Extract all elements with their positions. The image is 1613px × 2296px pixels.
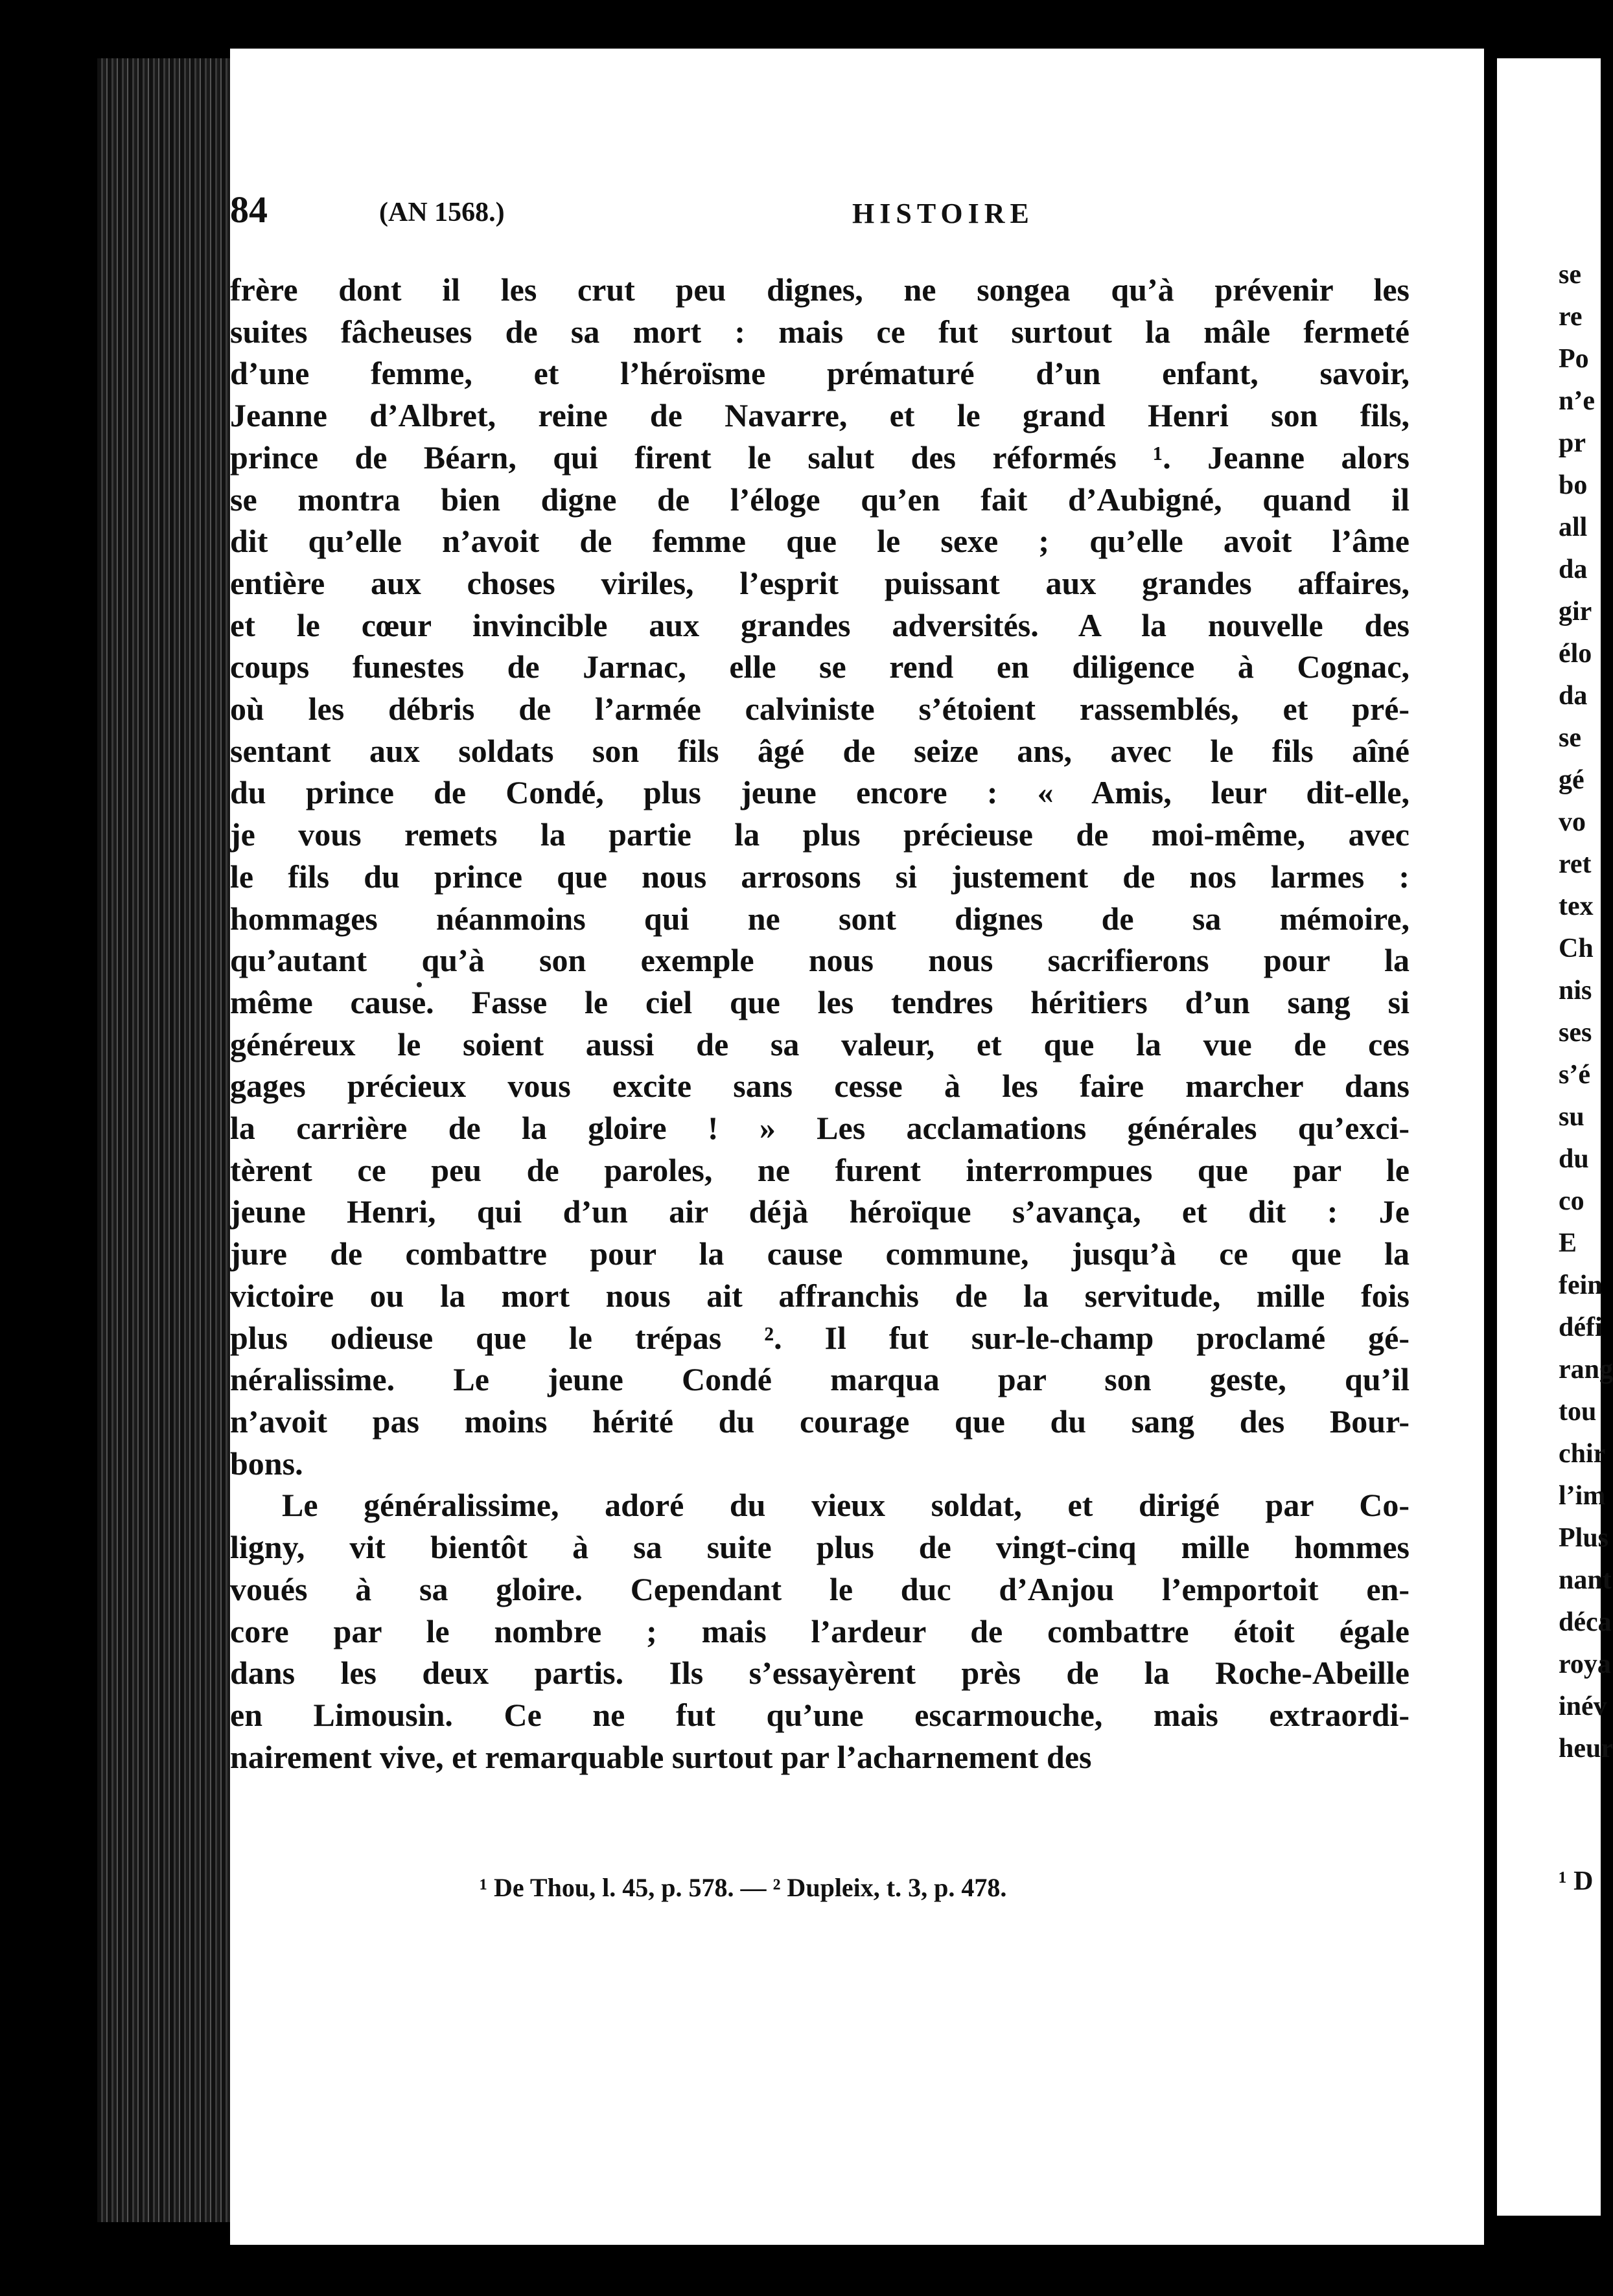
adjacent-page-text: all xyxy=(1559,512,1588,542)
adjacent-page-text: se xyxy=(1559,723,1581,753)
adjacent-page-text: n’e xyxy=(1559,386,1595,416)
text-line: même cause. Fasse le ciel que les tendres héritiers d’un sang si xyxy=(230,983,1410,1020)
adjacent-page-text: défi xyxy=(1559,1313,1603,1342)
text-line: généreux le soient aussi de sa valeur, et que la vue de ces xyxy=(230,1026,1410,1062)
text-line: victoire ou la mort nous ait affranchis de la servitude, mille fois xyxy=(230,1277,1410,1314)
book-spine-edge xyxy=(97,58,240,2222)
text-line: en Limousin. Ce ne fut qu’une escarmouche, mais extraordi- xyxy=(230,1696,1410,1733)
adjacent-page-text: ses xyxy=(1559,1018,1592,1048)
footnote: ¹ De Thou, l. 45, p. 578. — ² Dupleix, t. 3, p. 478. xyxy=(480,1873,1007,1902)
adjacent-page-text: ¹ D xyxy=(1559,1866,1594,1896)
adjacent-page-text: fein xyxy=(1559,1270,1603,1300)
adjacent-page-text: nant xyxy=(1559,1565,1612,1595)
text-line: Le généralissime, adoré du vieux soldat, et dirigé par Co- xyxy=(282,1487,1410,1524)
adjacent-page-fragment xyxy=(1497,58,1613,2216)
adjacent-page-text: tou xyxy=(1559,1397,1597,1427)
adjacent-page-text: inév xyxy=(1559,1692,1607,1721)
text-line: plus odieuse que le trépas ². Il fut sur-le-champ proclamé gé- xyxy=(230,1319,1410,1356)
adjacent-page-text: re xyxy=(1559,302,1583,332)
running-title: HISTOIRE xyxy=(852,198,1034,229)
adjacent-page-text: vo xyxy=(1559,807,1586,837)
adjacent-page-text: roya xyxy=(1559,1649,1611,1679)
adjacent-page-text: gé xyxy=(1559,765,1584,795)
adjacent-page-text: tex xyxy=(1559,891,1594,921)
adjacent-page-text: heur xyxy=(1559,1734,1613,1763)
text-line: se montra bien digne de l’éloge qu’en fait d’Aubigné, quand il xyxy=(230,481,1410,518)
adjacent-page-text: da xyxy=(1559,555,1588,584)
text-line: bons. xyxy=(230,1445,303,1482)
adjacent-page-text: du xyxy=(1559,1144,1589,1174)
text-line: la carrière de la gloire ! » Les acclamations générales qu’exci- xyxy=(230,1110,1410,1147)
adjacent-page-text: élo xyxy=(1559,639,1592,669)
text-line: où les débris de l’armée calviniste s’étoient rassemblés, et pré- xyxy=(230,691,1410,728)
adjacent-page-text: bo xyxy=(1559,470,1588,500)
text-line: sentant aux soldats son fils âgé de seize ans, avec le fils aîné xyxy=(230,732,1410,769)
text-line: entière aux choses viriles, l’esprit puissant aux grandes affaires, xyxy=(230,564,1410,601)
text-line: le fils du prince que nous arrosons si justement de nos larmes : xyxy=(230,858,1410,895)
adjacent-page-text: gir xyxy=(1559,597,1592,626)
text-line: dit qu’elle n’avoit de femme que le sexe ; qu’elle avoit l’âme xyxy=(230,523,1410,560)
adjacent-page-text: pr xyxy=(1559,428,1586,458)
adjacent-page-text: l’im xyxy=(1559,1481,1606,1511)
adjacent-page-text: Ch xyxy=(1559,934,1594,963)
text-line: prince de Béarn, qui firent le salut des réformés ¹. Jeanne alors xyxy=(230,439,1410,476)
text-line: gages précieux vous excite sans cesse à les faire marcher dans xyxy=(230,1068,1410,1105)
adjacent-page-text: se xyxy=(1559,260,1581,290)
adjacent-page-text: su xyxy=(1559,1102,1584,1132)
text-line: suites fâcheuses de sa mort : mais ce fut surtout la mâle fermeté xyxy=(230,313,1410,350)
text-line: Jeanne d’Albret, reine de Navarre, et le grand Henri son fils, xyxy=(230,397,1410,434)
text-line: n’avoit pas moins hérité du courage que du sang des Bour- xyxy=(230,1403,1410,1440)
text-line: frère dont il les crut peu dignes, ne songea qu’à prévenir les xyxy=(230,271,1410,308)
text-line: tèrent ce peu de paroles, ne furent interrompues que par le xyxy=(230,1151,1410,1188)
text-line: jure de combattre pour la cause commune, jusqu’à ce que la xyxy=(230,1235,1410,1272)
text-line: dans les deux partis. Ils s’essayèrent près de la Roche-Abeille xyxy=(230,1655,1410,1692)
adjacent-page-text: s’é xyxy=(1559,1060,1590,1090)
text-line: et le cœur invincible aux grandes adversités. A la nouvelle des xyxy=(230,606,1410,643)
adjacent-page-text: E xyxy=(1559,1228,1577,1258)
text-line: nairement vive, et remarquable surtout par l’acharnement des xyxy=(230,1738,1092,1775)
adjacent-page-text: ret xyxy=(1559,849,1592,879)
page-number: 84 xyxy=(230,189,268,231)
text-line: d’une femme, et l’héroïsme prématuré d’un enfant, savoir, xyxy=(230,355,1410,392)
text-line: ligny, vit bientôt à sa suite plus de vingt-cinq mille hommes xyxy=(230,1529,1410,1566)
adjacent-page-text: da xyxy=(1559,681,1588,711)
text-line: du prince de Condé, plus jeune encore : « Amis, leur dit-elle, xyxy=(230,774,1410,811)
adjacent-page-text: chir xyxy=(1559,1439,1606,1469)
text-line: je vous remets la partie la plus précieuse de moi-même, avec xyxy=(230,816,1410,853)
page-header xyxy=(230,188,1267,233)
adjacent-page-text: co xyxy=(1559,1186,1584,1216)
text-line: core par le nombre ; mais l’ardeur de combattre étoit égale xyxy=(230,1613,1410,1649)
adjacent-page-text: rang xyxy=(1559,1355,1613,1384)
text-line: coups funestes de Jarnac, elle se rend en diligence à Cognac, xyxy=(230,649,1410,685)
text-line: jeune Henri, qui d’un air déjà héroïque s’avança, et dit : Je xyxy=(230,1193,1410,1230)
adjacent-page-text: Po xyxy=(1559,344,1589,374)
header-year: (AN 1568.) xyxy=(379,198,505,227)
text-line: néralissime. Le jeune Condé marqua par son geste, qu’il xyxy=(230,1361,1410,1398)
text-line: voués à sa gloire. Cependant le duc d’Anjou l’emportoit en- xyxy=(230,1570,1410,1607)
adjacent-page-text: Plus xyxy=(1559,1523,1609,1553)
adjacent-page-text: déca xyxy=(1559,1607,1612,1637)
text-line: qu’autant qu’à son exemple nous nous sacrifierons pour la xyxy=(230,942,1410,979)
body-text xyxy=(230,269,1410,1778)
adjacent-page-text: nis xyxy=(1559,976,1592,1005)
text-line: hommages néanmoins qui ne sont dignes de sa mémoire, xyxy=(230,900,1410,937)
